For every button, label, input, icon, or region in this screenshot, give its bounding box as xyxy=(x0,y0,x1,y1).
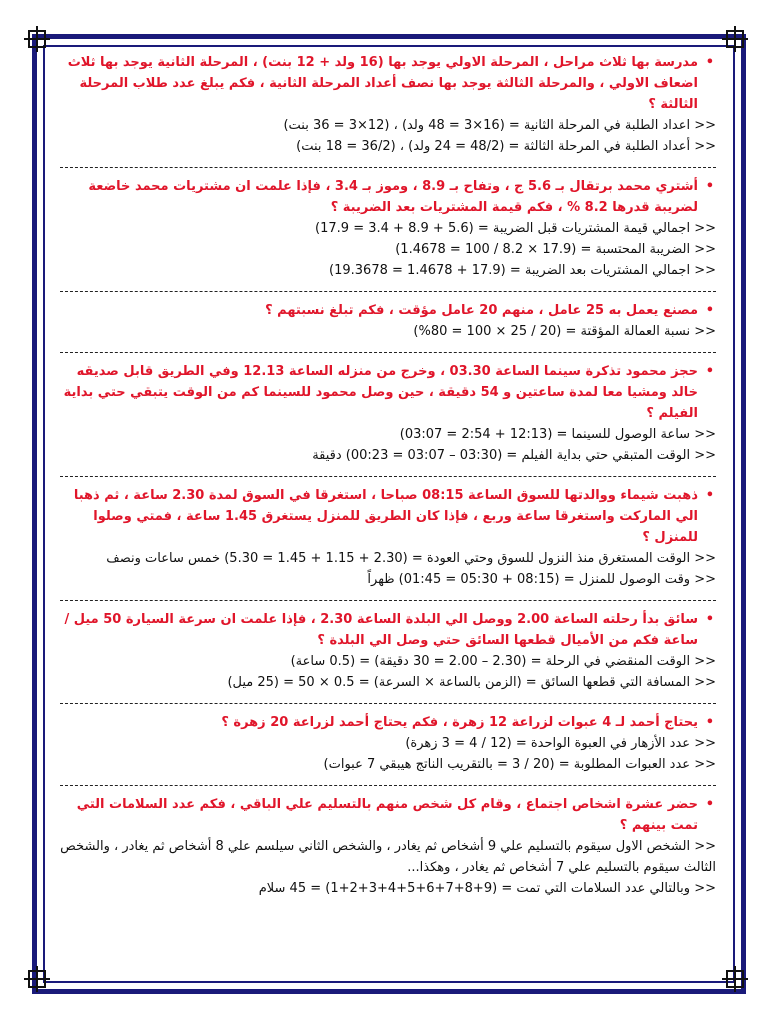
problem-question: • مصنع يعمل به 25 عامل ، منهم 20 عامل مؤقت ، فكم تبلغ نسبتهم ؟ xyxy=(60,300,716,321)
problem-question: • أشتري محمد برتقال بـ 5.6 ج ، وتفاح بـ 8.9 ، وموز بـ 3.4 ، فإذا علمت ان مشتريات محمد خاضعة لضريبة قدرها 8.2 % ، فكم قيمة المشتريات بعد الضريبة ؟ xyxy=(60,176,716,218)
problem-question: • مدرسة بها ثلاث مراحل ، المرحلة الاولي يوجد بها (16 ولد + 12 بنت) ، المرحلة الثانية يوجد بها ثلاث اضعاف الاولي ، والمرحلة الثالثة يوجد بها نصف أعداد المرحلة الثانية ، فكم يبلغ عدد طلاب المرحلة الثالثة ؟ xyxy=(60,52,716,115)
dashed-divider xyxy=(60,777,716,786)
problem-block xyxy=(60,52,716,157)
answer-line: >> ساعة الوصول للسينما = (12:13 + 2:54 = 03:07) xyxy=(399,427,716,442)
dashed-divider xyxy=(60,468,716,477)
answer-line: >> نسبة العمالة المؤقتة = (20 / 25 × 100 = 80%) xyxy=(413,324,716,339)
dashed-divider xyxy=(60,283,716,292)
dashed-divider xyxy=(60,695,716,704)
bullet-icon: • xyxy=(705,179,714,194)
problems-list xyxy=(60,52,716,899)
dashed-divider xyxy=(60,159,716,168)
corner-ornament xyxy=(28,970,46,988)
dashed-divider xyxy=(60,344,716,353)
bullet-icon: • xyxy=(705,303,714,318)
answer-line: >> الوقت المستغرق منذ النزول للسوق وحتي العودة = (2.30 + 1.15 + 1.45 = 5.30) خمس ساعات ونصف xyxy=(106,551,716,566)
answer-line: >> اجمالي قيمة المشتريات قبل الضريبة = (5.6 + 8.9 + 3.4 = 17.9) xyxy=(315,221,716,236)
corner-ornament xyxy=(28,30,46,48)
problem-question: • ذهبت شيماء ووالدتها للسوق الساعة 08:15 صباحا ، استغرقا في السوق لمدة 2.30 ساعة ، ثم ذهبا الي الماركت واستغرقا ساعة وربع ، فإذا كان الطريق للمنزل يستغرق 1.45 ساعة ، فمتي وصلوا للمنزل ؟ xyxy=(60,485,716,548)
answer-line: >> الوقت المتبقي حتي بداية الفيلم = (03:30 – 03:07 = 00:23) دقيقة xyxy=(312,448,716,463)
bullet-icon: • xyxy=(705,797,714,812)
answer-line: >> اجمالي المشتريات بعد الضريبة = (17.9 + 1.4678 = 19.3678) xyxy=(329,263,716,278)
problem-block xyxy=(60,485,716,590)
answer-line: >> أعداد الطلبة في المرحلة الثالثة = (48/2 = 24 ولد) ، (36/2 = 18 بنت) xyxy=(296,139,716,154)
problem-block xyxy=(60,794,716,899)
answer-line: >> اعداد الطلبة في المرحلة الثانية = (16×3 = 48 ولد) ، (12×3 = 36 بنت) xyxy=(283,118,716,133)
answer-line: >> المسافة التي قطعها السائق = (الزمن بالساعة × السرعة) = 0.5 × 50 = (25 ميل) xyxy=(227,675,716,690)
answer-line: >> وبالتالي عدد السلامات التي تمت = (9+8+7+6+5+4+3+2+1) = 45 سلام xyxy=(258,881,716,896)
problem-question: • سائق بدأ رحلته الساعة 2.00 ووصل الي البلدة الساعة 2.30 ، فإذا علمت ان سرعة السيارة 50 ميل / ساعة فكم من الأميال قطعها السائق حتي وصل الي البلدة ؟ xyxy=(60,609,716,651)
answer-line: >> الوقت المنقضي في الرحلة = (2.30 – 2.00 = 30 دقيقة) = (0.5 ساعة) xyxy=(290,654,716,669)
answer-line: >> الشخص الاول سيقوم بالتسليم علي 9 أشخاص ثم يغادر ، والشخص الثاني سيلسم علي 8 أشخاص ثم يغادر ، والشخص الثالث سيقوم بالتسليم علي 7 أشخاص ثم يغادر ، وهكذا... xyxy=(60,839,716,875)
problem-question: • حضر عشرة اشخاص اجتماع ، وقام كل شخص منهم بالتسليم علي الباقي ، فكم عدد السلامات التي تمت بينهم ؟ xyxy=(60,794,716,836)
problem-question: • يحتاج أحمد لـ 4 عبوات لزراعة 12 زهرة ، فكم يحتاج أحمد لزراعة 20 زهرة ؟ xyxy=(60,712,716,733)
problem-question: • حجز محمود تذكرة سينما الساعة 03.30 ، وخرج من منزله الساعة 12.13 وفي الطريق قابل صديقه خالد ومشيا معا لمدة ساعتين و 54 دقيقة ، حين وصل محمود للسينما كم من الوقت يتبقي حتي بداية الفيلم ؟ xyxy=(60,361,716,424)
bullet-icon: • xyxy=(705,364,714,379)
problem-block xyxy=(60,712,716,775)
problem-block xyxy=(60,361,716,466)
problem-block xyxy=(60,176,716,281)
answer-line: >> عدد العبوات المطلوبة = (20 / 3 = بالتقريب الناتج هيبقي 7 عبوات) xyxy=(323,757,716,772)
problem-block xyxy=(60,609,716,693)
answer-line: >> عدد الأزهار في العبوة الواحدة = (12 / 4 = 3 زهرة) xyxy=(405,736,716,751)
bullet-icon: • xyxy=(705,55,714,70)
corner-ornament xyxy=(726,30,744,48)
corner-ornament xyxy=(726,970,744,988)
dashed-divider xyxy=(60,592,716,601)
problem-block xyxy=(60,300,716,342)
bullet-icon: • xyxy=(705,488,714,503)
answer-line: >> الضريبة المحتسبة = (17.9 × 8.2 / 100 = 1.4678) xyxy=(395,242,716,257)
bullet-icon: • xyxy=(705,715,714,730)
answer-line: >> وقت الوصول للمنزل = (08:15 + 05:30 = 01:45) ظهراً xyxy=(367,572,716,587)
bullet-icon: • xyxy=(705,612,714,627)
